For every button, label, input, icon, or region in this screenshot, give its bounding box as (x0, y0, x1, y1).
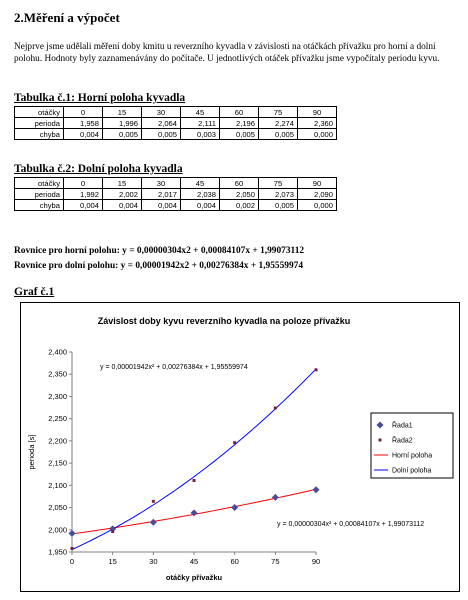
series2-point (193, 479, 196, 482)
x-axis-label: otáčky přívažku (165, 573, 223, 582)
table-cell: 90 (298, 107, 337, 118)
y-tick-label: 2,350 (48, 369, 67, 379)
legend-label: Řada2 (392, 437, 413, 445)
legend-label: Řada1 (392, 422, 413, 430)
table-cell: 0,004 (142, 200, 181, 211)
table-cell: 45 (181, 107, 220, 118)
legend-label: Dolní poloha (392, 467, 432, 475)
legend-series2-marker (379, 439, 382, 442)
table-cell: 0,000 (298, 200, 337, 211)
table-cell: 0 (64, 178, 103, 189)
table-cell: 0,005 (220, 129, 259, 140)
table-cell: 75 (259, 107, 298, 118)
table-cell: 0,004 (64, 129, 103, 140)
series2-point (233, 441, 236, 444)
table-cell: 2,017 (142, 189, 181, 200)
table-cell: 0 (64, 107, 103, 118)
table-cell: 2,274 (259, 118, 298, 129)
upper-fit-equation: y = 0,00000304x² + 0,00084107x + 1,99073112 (277, 521, 425, 528)
table-row (15, 129, 337, 140)
y-tick-label: 2,300 (48, 391, 67, 401)
x-tick-label: 60 (230, 557, 239, 566)
table-cell: 2,002 (103, 189, 142, 200)
series2-point (111, 530, 114, 533)
table-cell: 60 (220, 107, 259, 118)
table-cell: 0,004 (181, 200, 220, 211)
table-cell: 30 (142, 107, 181, 118)
lower-fit-equation: y = 0,00001942x² + 0,00276384x + 1,95559974 (100, 364, 248, 371)
y-axis-label: perioda [s] (27, 434, 36, 470)
table2-title: Tabulka č.2: Dolní poloha kyvadla (14, 163, 183, 175)
period-chart (20, 302, 460, 592)
table-cell: 2,111 (181, 118, 220, 129)
table-cell: 2,038 (181, 189, 220, 200)
x-tick-label: 90 (311, 557, 321, 566)
table-row (15, 107, 337, 118)
x-tick-label: 45 (189, 557, 199, 566)
legend-label: Horní poloha (392, 452, 433, 460)
table-cell: 15 (103, 178, 142, 189)
y-tick-label: 2,200 (48, 436, 67, 446)
graph-title: Graf č.1 (14, 286, 55, 298)
series2-point (152, 500, 155, 503)
series2-point (71, 547, 74, 550)
table-cell: perioda (15, 118, 64, 129)
y-tick-label: 2,100 (48, 480, 67, 490)
table-row (15, 200, 337, 211)
x-tick-label: 15 (108, 557, 117, 566)
chart-title: Závislost doby kyvu reverzního kyvadla na poloze přívažku (97, 316, 351, 326)
table2 (14, 177, 337, 211)
table-cell: 90 (298, 178, 337, 189)
table-cell: otáčky (15, 178, 64, 189)
table-row (15, 189, 337, 200)
table-cell: 2,196 (220, 118, 259, 129)
table-cell: 30 (142, 178, 181, 189)
table-cell: perioda (15, 189, 64, 200)
y-tick-label: 2,000 (48, 525, 67, 535)
table-cell: 2,360 (298, 118, 337, 129)
table-cell: 0,004 (64, 200, 103, 211)
table-cell: 15 (103, 107, 142, 118)
y-tick-label: 2,150 (48, 458, 67, 468)
equation-upper: Rovnice pro horní polohu: y = 0,00000304x2 + 0,00084107x + 1,99073112 (14, 246, 305, 256)
y-tick-label: 1,950 (48, 547, 67, 557)
equation-lower: Rovnice pro dolní polohu: y = 0,00001942x2 + 0,00276384x + 1,95559974 (14, 261, 304, 271)
table-cell: 75 (259, 178, 298, 189)
table-cell: 2,064 (142, 118, 181, 129)
x-tick-label: 30 (149, 557, 158, 566)
series2-point (274, 407, 277, 410)
table-row (15, 118, 337, 129)
table-cell: 0,000 (298, 129, 337, 140)
table-cell: 1,992 (64, 189, 103, 200)
table1 (14, 106, 337, 140)
table-cell: 0,002 (220, 200, 259, 211)
section-title: 2.Měření a výpočet (14, 10, 120, 25)
y-tick-label: 2,400 (48, 347, 67, 357)
table-cell: 2,073 (259, 189, 298, 200)
x-tick-label: 75 (271, 557, 280, 566)
table-cell: 2,090 (298, 189, 337, 200)
series2-point (315, 368, 318, 371)
table-cell: chyba (15, 200, 64, 211)
y-tick-label: 2,050 (48, 503, 67, 513)
table-cell: 45 (181, 178, 220, 189)
table-cell: otáčky (15, 107, 64, 118)
table-row (15, 178, 337, 189)
table-cell: 0,005 (142, 129, 181, 140)
table-cell: 0,005 (259, 200, 298, 211)
table-cell: 1,996 (103, 118, 142, 129)
table-cell: 2,050 (220, 189, 259, 200)
table1-title: Tabulka č.1: Horní poloha kyvadla (14, 92, 186, 104)
x-tick-label: 0 (69, 557, 75, 566)
table-cell: 0,005 (259, 129, 298, 140)
table-cell: 1,958 (64, 118, 103, 129)
table-cell: 0,004 (103, 200, 142, 211)
y-tick-label: 2,250 (48, 414, 67, 424)
table-cell: 0,003 (181, 129, 220, 140)
table-cell: 60 (220, 178, 259, 189)
intro-paragraph: Nejprve jsme udělali měření doby kmitu u reverzního kyvadla v závislosti na otáčkách přívažku pro horní a dolní polohu. Hodnoty byly zaznamenávány do počítače. U jednotlivých otáček přívažku jsme vypočítaly periodu kyvu. (14, 42, 440, 65)
table-cell: chyba (15, 129, 64, 140)
table-cell: 0,005 (103, 129, 142, 140)
